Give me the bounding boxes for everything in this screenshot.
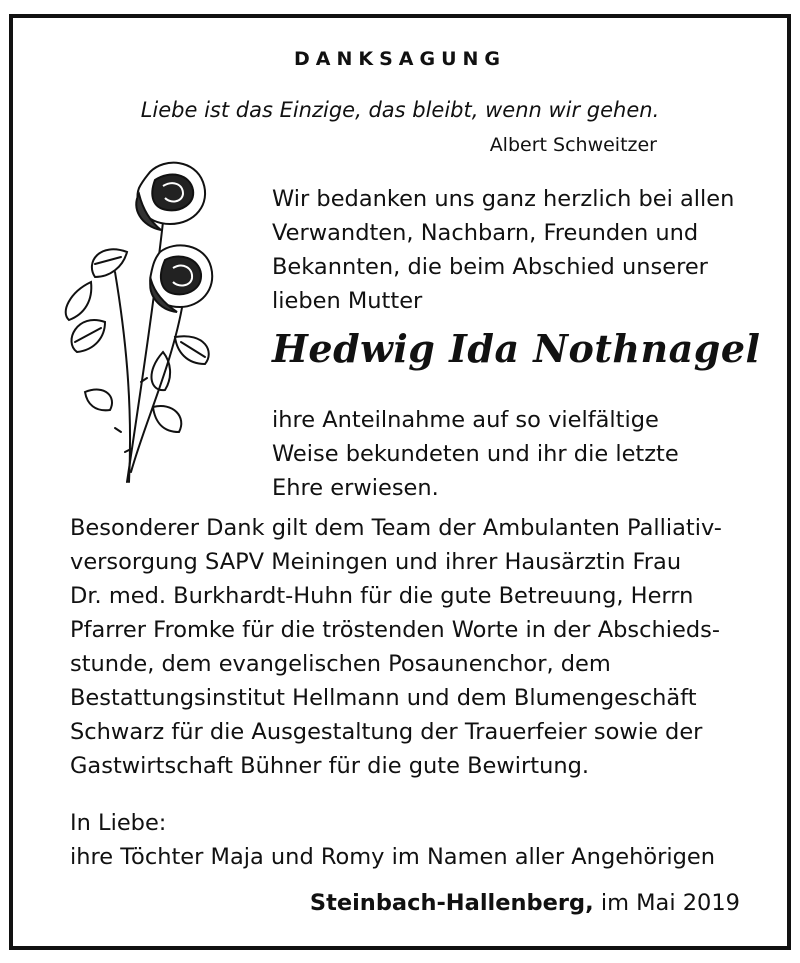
outro-line: Weise bekundeten und ihr die letzte: [272, 441, 679, 467]
intro-line: Bekannten, die beim Abschied unserer: [272, 254, 708, 280]
intro-line: lieben Mutter: [272, 288, 423, 314]
closing-block: [70, 806, 715, 874]
date: im Mai 2019: [600, 890, 740, 916]
intro-line: Verwandten, Nachbarn, Freunden und: [272, 220, 699, 246]
thanks-line: Bestattungsinstitut Hellmann und dem Blumengeschäft: [70, 685, 697, 711]
thanks-line: Gastwirtschaft Bühner für die gute Bewirtung.: [70, 753, 590, 779]
rose-illustration-icon: [55, 152, 225, 492]
thanks-line: stunde, dem evangelischen Posaunenchor, dem: [70, 651, 611, 677]
thanks-line: Schwarz für die Ausgestaltung der Trauerfeier sowie der: [70, 719, 703, 745]
thanks-line: Dr. med. Burkhardt-Huhn für die gute Betreuung, Herrn: [70, 583, 694, 609]
quote-text: Liebe ist das Einzige, das bleibt, wenn wir gehen.: [140, 98, 660, 122]
intro-paragraph: [272, 182, 734, 318]
deceased-name: Hedwig Ida Nothnagel: [272, 326, 761, 371]
intro-line: Wir bedanken uns ganz herzlich bei allen: [272, 186, 735, 212]
thanks-line: Besonderer Dank gilt dem Team der Ambulanten Palliativ-: [70, 515, 722, 541]
quote-author: Albert Schweitzer: [489, 134, 657, 156]
salutation: In Liebe:: [70, 810, 167, 836]
signatories: ihre Töchter Maja und Romy im Namen aller Angehörigen: [70, 844, 715, 870]
outro-line: Ehre erwiesen.: [272, 475, 439, 501]
outro-line: ihre Anteilnahme auf so vielfältige: [272, 407, 659, 433]
thanks-line: Pfarrer Fromke für die tröstenden Worte in der Abschieds-: [70, 617, 720, 643]
heading: DANKSAGUNG: [293, 48, 506, 70]
thanks-line: versorgung SAPV Meiningen und ihrer Hausärztin Frau: [70, 549, 682, 575]
outro-paragraph: [272, 403, 679, 505]
place: Steinbach-Hallenberg,: [309, 890, 594, 916]
place-date: [310, 890, 740, 916]
thanks-paragraph: [70, 511, 770, 783]
